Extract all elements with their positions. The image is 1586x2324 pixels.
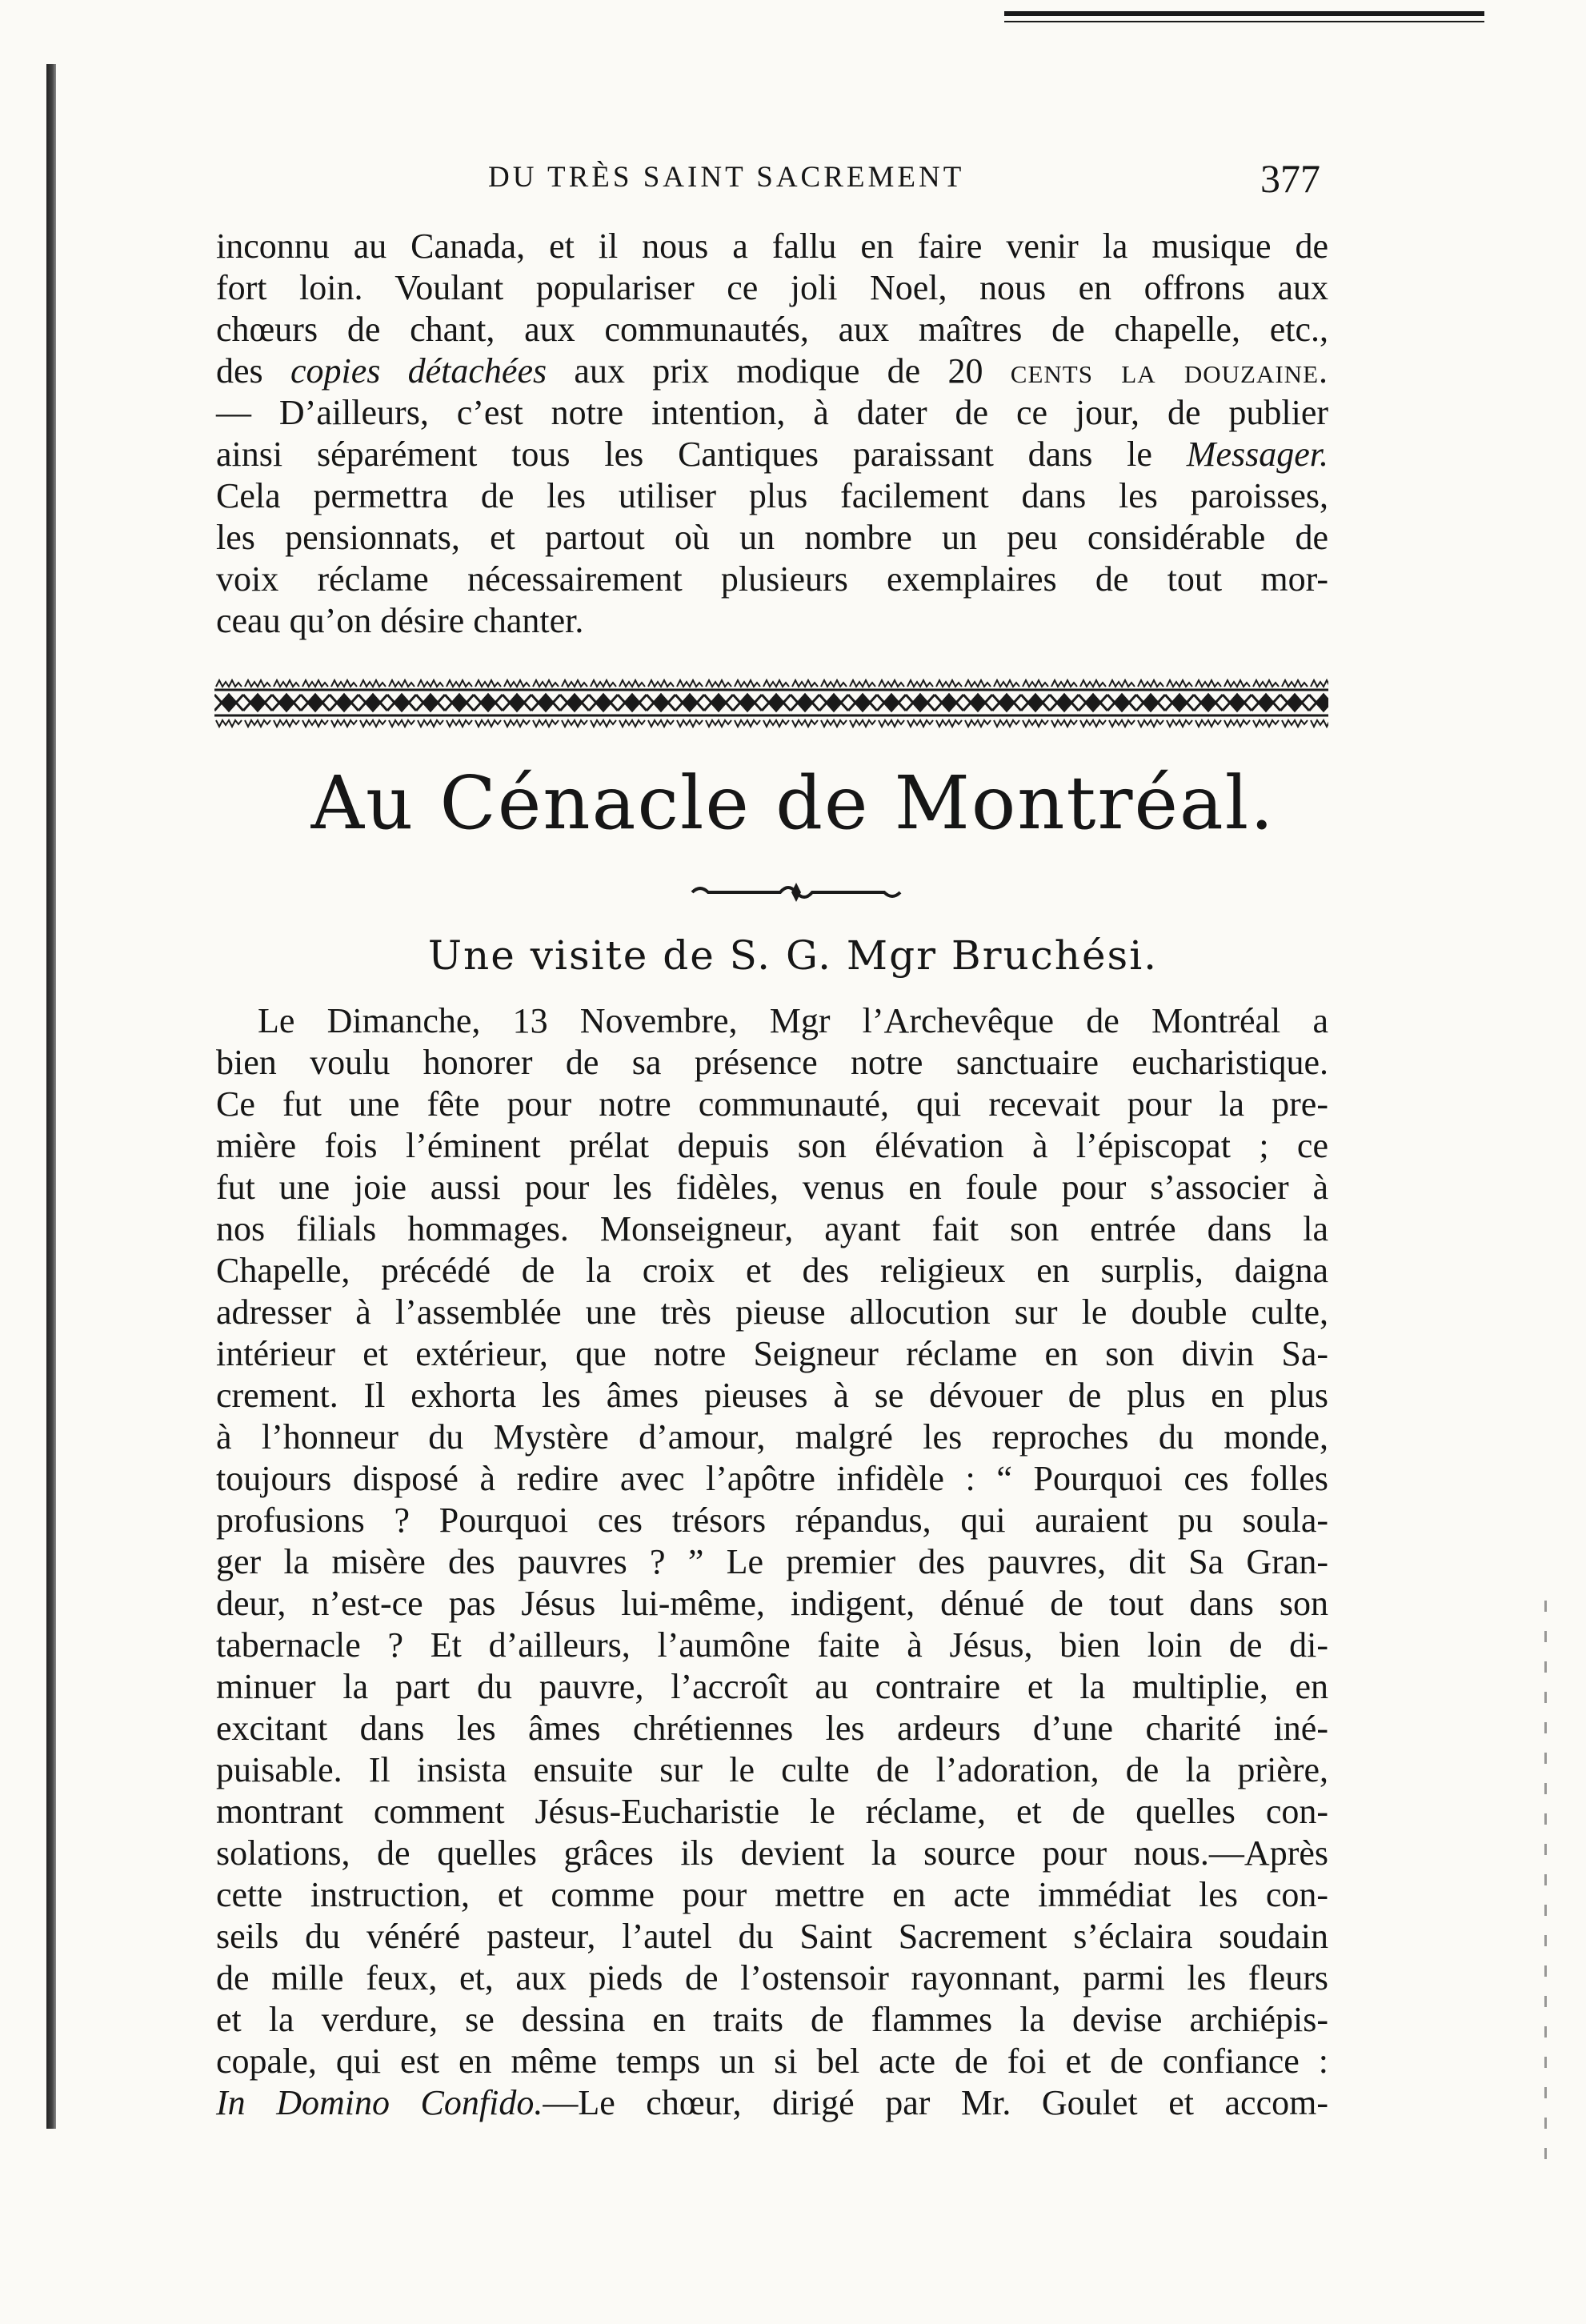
section-title: Au Cénacle de Montréal. [310, 760, 1276, 846]
body-line: crement. Il exhorta les âmes pieuses à se dévouer de plus en plus [216, 1376, 1328, 1415]
page-number: 377 [1260, 156, 1320, 201]
body-line: toujours disposé à redire avec l’apôtre infidèle : “ Pourquoi ces folles [216, 1459, 1328, 1498]
body-line: intérieur et extérieur, que notre Seigneur réclame en son divin Sa- [216, 1334, 1328, 1373]
intro-line: — D’ailleurs, c’est notre intention, à dater de ce jour, de publier [216, 393, 1328, 432]
intro-line: ainsi séparément tous les Cantiques paraissant dans le Messager. [216, 435, 1328, 474]
small-caps: cents la douzaine. [1010, 351, 1329, 391]
body-line: de mille feux, et, aux pieds de l’ostensoir rayonnant, parmi les fleurs [216, 1958, 1328, 1997]
emphasis: In Domino Confido. [216, 2083, 543, 2122]
flourish-divider [684, 876, 908, 908]
body-line: deur, n’est-ce pas Jésus lui-même, indigent, dénué de tout dans son [216, 1584, 1328, 1623]
body-line: Chapelle, précédé de la croix et des religieux en surplis, daigna [216, 1251, 1328, 1290]
intro-line: Cela permettra de les utiliser plus facilement dans les paroisses, [216, 476, 1328, 515]
body-line: seils du vénéré pasteur, l’autel du Saint Sacrement s’éclaira soudain [216, 1917, 1328, 1956]
body-line: Le Dimanche, 13 Novembre, Mgr l’Archevêque de Montréal a [258, 1001, 1328, 1040]
intro-line: ceau qu’on désire chanter. [216, 601, 584, 640]
running-head [216, 156, 1320, 216]
intro-line: les pensionnats, et partout où un nombre un peu considérable de [216, 518, 1328, 557]
intro-line: chœurs de chant, aux communautés, aux maîtres de chapelle, etc., [216, 310, 1328, 349]
body-line: minuer la part du pauvre, l’accroît au contraire et la multiplie, en [216, 1667, 1328, 1706]
body-paragraph [216, 1000, 1328, 2124]
body-line: In Domino Confido.—Le chœur, dirigé par Mr. Goulet et accom- [216, 2083, 1328, 2122]
top-rule [1004, 11, 1484, 16]
body-line: copale, qui est en même temps un si bel acte de foi et de confiance : [216, 2042, 1328, 2081]
emphasis: Messager. [1186, 435, 1328, 474]
body-line: profusions ? Pourquoi ces trésors répandus, qui auraient pu soula- [216, 1501, 1328, 1540]
body-line: adresser à l’assemblée une très pieuse allocution sur le double culte, [216, 1292, 1328, 1332]
intro-line: des copies détachées aux prix modique de 20 cents la douzaine. [216, 351, 1329, 391]
binding-edge [46, 64, 56, 2129]
body-line: et la verdure, se dessina en traits de flammes la devise archiépis- [216, 2000, 1328, 2039]
section-subtitle: Une visite de S. G. Mgr Bruchési. [427, 932, 1159, 979]
body-line: ger la misère des pauvres ? ” Le premier des pauvres, dit Sa Gran- [216, 1542, 1328, 1581]
body-line: solations, de quelles grâces ils devient la source pour nous.—Après [216, 1833, 1328, 1873]
intro-paragraph [216, 226, 1328, 642]
body-line: tabernacle ? Et d’ailleurs, l’aumône faite à Jésus, bien loin de di- [216, 1625, 1328, 1665]
body-line: Ce fut une fête pour notre communauté, qui recevait pour la pre- [216, 1084, 1328, 1124]
body-line: à l’honneur du Mystère d’amour, malgré les reproches du monde, [216, 1417, 1328, 1457]
body-line: montrant comment Jésus-Eucharistie le réclame, et de quelles con- [216, 1792, 1328, 1831]
top-rule-thin [1004, 21, 1484, 22]
ornament-band [214, 679, 1328, 736]
body-line: mière fois l’éminent prélat depuis son élévation à l’épiscopat ; ce [216, 1126, 1328, 1165]
scan-margin-marks [1544, 1601, 1547, 2161]
intro-line: fort loin. Voulant populariser ce joli Noel, nous en offrons aux [216, 268, 1328, 307]
body-line: cette instruction, et comme pour mettre en acte immédiat les con- [216, 1875, 1328, 1914]
emphasis: copies détachées [290, 351, 547, 391]
body-line: nos filials hommages. Monseigneur, ayant fait son entrée dans la [216, 1209, 1328, 1248]
intro-line: voix réclame nécessairement plusieurs exemplaires de tout mor- [216, 559, 1328, 599]
body-line: excitant dans les âmes chrétiennes les ardeurs d’une charité iné- [216, 1709, 1328, 1748]
running-title: DU TRÈS SAINT SACREMENT [488, 161, 965, 194]
body-line: puisable. Il insista ensuite sur le culte de l’adoration, de la prière, [216, 1750, 1328, 1789]
body-line: bien voulu honorer de sa présence notre sanctuaire eucharistique. [216, 1043, 1328, 1082]
intro-line: inconnu au Canada, et il nous a fallu en faire venir la musique de [216, 226, 1328, 266]
body-line: fut une joie aussi pour les fidèles, venus en foule pour s’associer à [216, 1168, 1328, 1207]
